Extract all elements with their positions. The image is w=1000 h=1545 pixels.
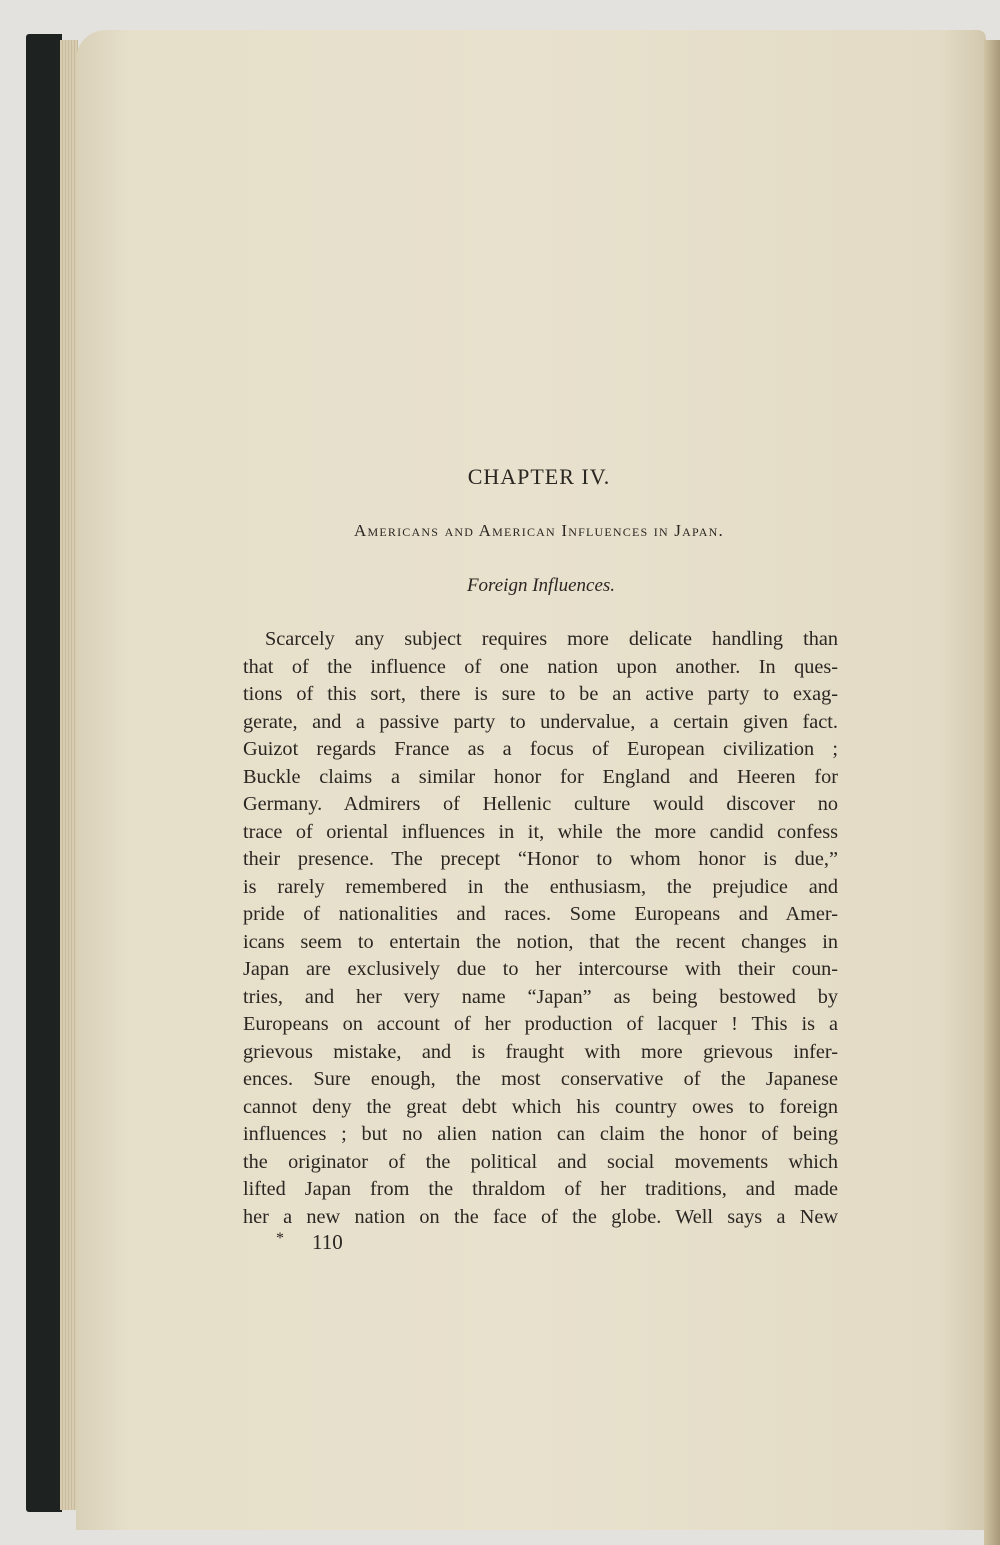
body-line: Japan are exclusively due to her intercourse with their coun- (243, 958, 838, 980)
chapter-title: CHAPTER IV. (467, 464, 611, 489)
body-line: the originator of the political and social movements which (243, 1150, 838, 1173)
body-line: Germany. Admirers of Hellenic culture would discover no (243, 793, 838, 815)
body-line: Buckle claims a similar honor for England and Heeren for (243, 765, 838, 788)
body-line: trace of oriental influences in it, while the more candid confess (243, 820, 838, 843)
body-line: Europeans on account of her production of lacquer ! This is a (243, 1013, 838, 1035)
facing-page-edge (984, 40, 1000, 1545)
section-title: Foreign Influences. (466, 575, 616, 596)
body-line: influences ; but no alien nation can claim the honor of being (243, 1123, 838, 1145)
signature-mark: * (276, 1230, 284, 1247)
body-line: Scarcely any subject requires more delicate handling than (265, 628, 838, 650)
body-text (243, 626, 838, 1231)
body-line: pride of nationalities and races. Some Europeans and Amer- (243, 903, 838, 925)
body-line: lifted Japan from the thraldom of her traditions, and made (243, 1178, 838, 1200)
body-line: gerate, and a passive party to undervalue, a certain given fact. (243, 710, 838, 733)
body-line: tions of this sort, there is sure to be an active party to exag- (243, 683, 838, 705)
book-spine (26, 34, 62, 1512)
body-line: their presence. The precept “Honor to whom honor is due,” (243, 848, 838, 870)
body-line: grievous mistake, and is fraught with more grievous infer- (243, 1040, 838, 1063)
body-line: is rarely remembered in the enthusiasm, the prejudice and (243, 875, 838, 898)
page-number: 110 (312, 1230, 343, 1254)
body-line: her a new nation on the face of the globe. Well says a New (243, 1205, 838, 1228)
chapter-subtitle: Americans and American Influences in Japan. (354, 521, 724, 540)
body-line: ences. Sure enough, the most conservative of the Japanese (243, 1068, 838, 1090)
body-line: icans seem to entertain the notion, that the recent changes in (243, 930, 838, 953)
body-line: tries, and her very name “Japan” as being bestowed by (243, 985, 838, 1008)
body-line: Guizot regards France as a focus of European civilization ; (243, 738, 838, 760)
body-line: that of the influence of one nation upon another. In ques- (243, 655, 838, 678)
body-line: cannot deny the great debt which his country owes to foreign (243, 1095, 838, 1118)
